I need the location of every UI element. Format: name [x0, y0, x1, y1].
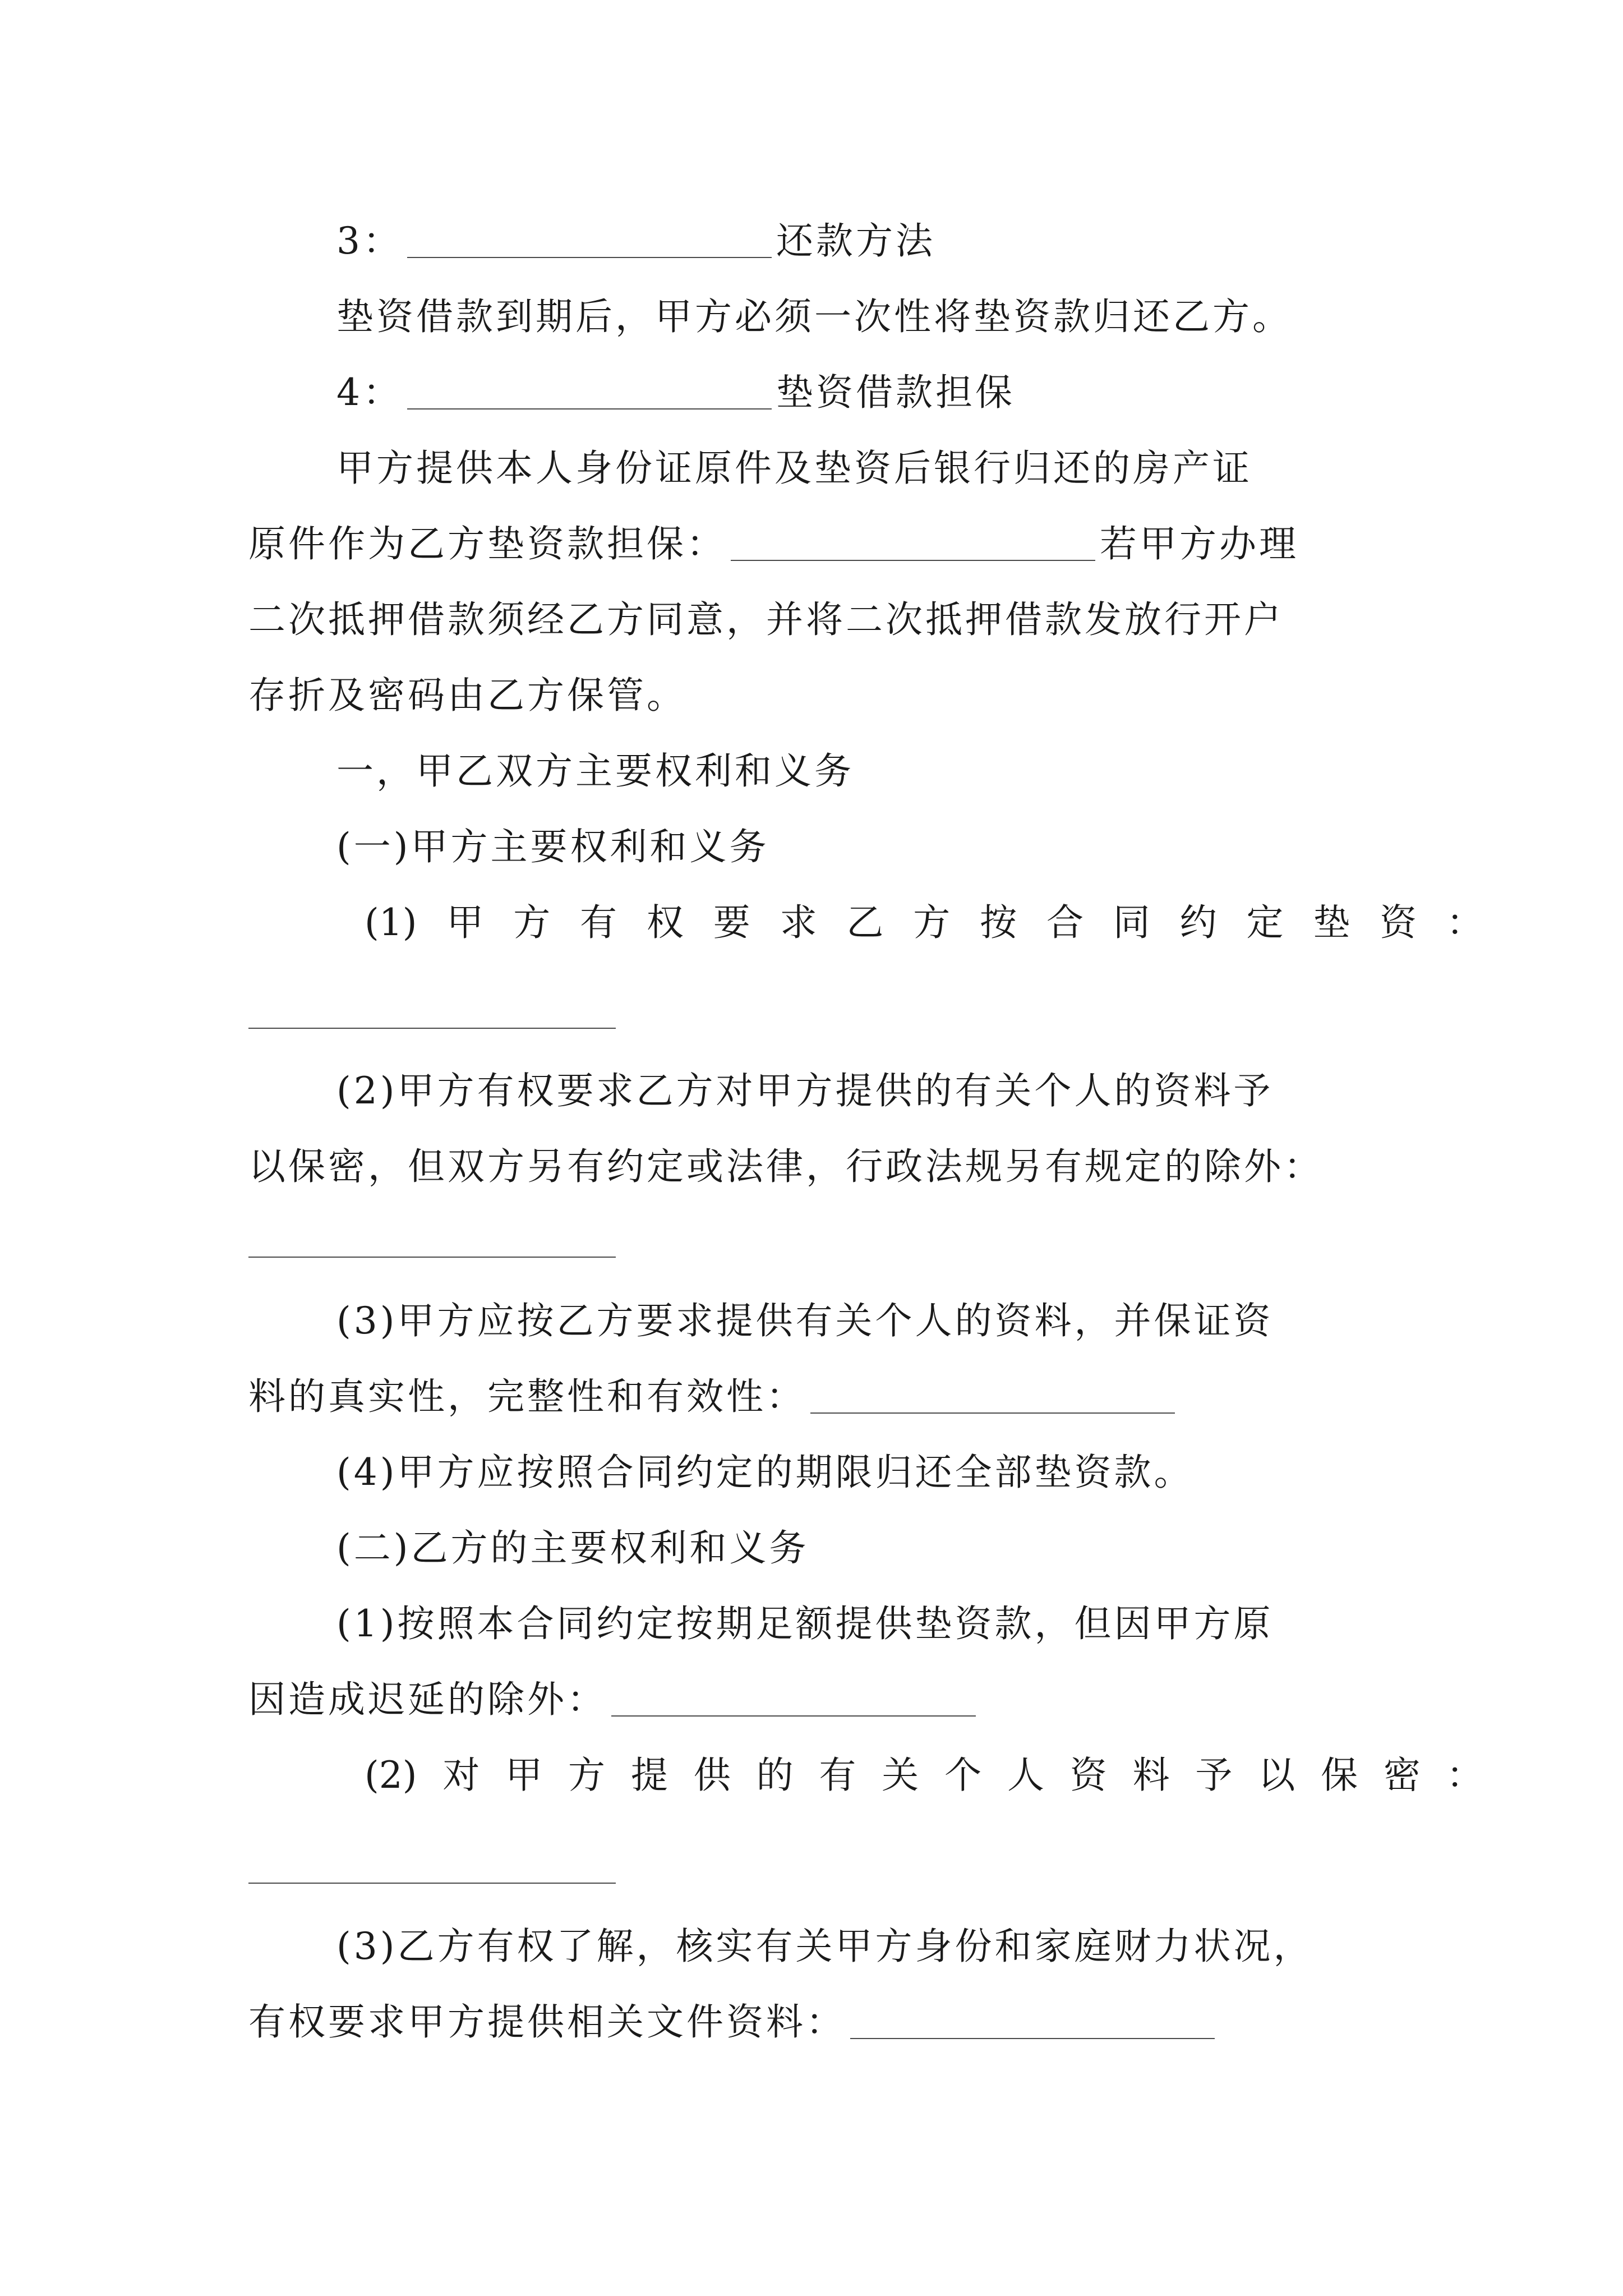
paragraph-guarantee-line-1: 甲方提供本人身份证原件及垫资后银行归还的房产证	[336, 447, 1252, 490]
char: 垫	[1313, 901, 1350, 944]
fill-in-blank	[850, 2038, 1215, 2039]
subsection-heading-party-a: (一)甲方主要权利和义务	[336, 825, 769, 868]
char: 求	[780, 901, 817, 944]
text-segment: 原件作为乙方垫资款担保：	[248, 522, 726, 565]
char: 方	[513, 901, 551, 944]
char: 资	[1069, 1754, 1107, 1797]
char: 甲	[446, 901, 484, 944]
party-a-item-4: (4)甲方应按照合同约定的期限归还全部垫资款。	[336, 1451, 1194, 1494]
fill-in-blank	[248, 1883, 616, 1884]
clause-number: 4：	[336, 371, 403, 414]
text-segment: 有权要求甲方提供相关文件资料：	[248, 2000, 846, 2044]
char: (1)	[365, 901, 417, 944]
char: 方	[568, 1754, 606, 1797]
char: 甲	[505, 1754, 543, 1797]
paragraph-guarantee-line-4: 存折及密码由乙方保管。	[248, 674, 686, 717]
party-a-item-2-line-2: 以保密，但双方另有约定或法律，行政法规另有规定的除外：	[248, 1145, 1324, 1188]
char: 的	[756, 1754, 794, 1797]
char: 定	[1246, 901, 1284, 944]
party-b-item-2	[365, 1750, 1483, 1801]
text-segment: 料的真实性，完整性和有效性：	[248, 1375, 806, 1418]
char: 有	[819, 1754, 856, 1797]
char: 关	[882, 1754, 919, 1797]
party-b-item-1-line-1: (1)按照本合同约定按期足额提供垫资款，但因甲方原	[336, 1602, 1274, 1645]
party-b-item-1-line-2	[248, 1674, 980, 1725]
char: 合	[1046, 901, 1083, 944]
party-b-item-3-line-1: (3)乙方有权了解，核实有关甲方身份和家庭财力状况，	[336, 1925, 1313, 1968]
paragraph-guarantee-line-3: 二次抵押借款须经乙方同意，并将二次抵押借款发放行开户	[248, 598, 1284, 641]
char: 对	[442, 1754, 480, 1797]
party-a-item-3-line-1: (3)甲方应按乙方要求提供有关个人的资料，并保证资	[336, 1299, 1274, 1342]
party-b-item-3-line-2	[248, 1997, 1219, 2047]
section-heading-rights: 一，甲乙双方主要权利和义务	[336, 749, 854, 793]
char: 按	[980, 901, 1017, 944]
paragraph-guarantee-line-2	[248, 519, 1299, 569]
paragraph-repayment-text: 垫资借款到期后，甲方必须一次性将垫资款归还乙方。	[336, 295, 1292, 338]
char: 密	[1384, 1754, 1421, 1797]
paragraph-repayment-heading	[336, 216, 935, 266]
text-segment: 若甲方办理	[1100, 522, 1299, 565]
char: ：	[1446, 901, 1483, 944]
char: 供	[693, 1754, 731, 1797]
clause-title: 垫资借款担保	[776, 371, 1015, 414]
fill-in-blank	[248, 1028, 616, 1029]
paragraph-guarantee-heading	[336, 367, 1015, 418]
char: 个	[944, 1754, 982, 1797]
char: 以	[1258, 1754, 1295, 1797]
fill-in-blank	[810, 1412, 1175, 1414]
char: 权	[646, 901, 684, 944]
char: 料	[1132, 1754, 1170, 1797]
fill-in-blank	[731, 560, 1095, 561]
clause-number: 3：	[336, 219, 403, 263]
char: 有	[580, 901, 617, 944]
char: 资	[1380, 901, 1417, 944]
subsection-heading-party-b: (二)乙方的主要权利和义务	[336, 1526, 809, 1570]
char: 约	[1179, 901, 1217, 944]
clause-title: 还款方法	[776, 219, 935, 263]
party-a-item-2-line-1: (2)甲方有权要求乙方对甲方提供的有关个人的资料予	[336, 1069, 1274, 1112]
char: (2)	[365, 1754, 417, 1797]
party-a-item-3-line-2	[248, 1372, 1179, 1422]
fill-in-blank	[407, 257, 772, 258]
char: 人	[1007, 1754, 1044, 1797]
char: 提	[630, 1754, 668, 1797]
char: 要	[713, 901, 750, 944]
char: 乙	[846, 901, 884, 944]
fill-in-blank	[407, 408, 772, 409]
char: 同	[1113, 901, 1150, 944]
party-a-item-1	[365, 898, 1483, 948]
char: 予	[1195, 1754, 1233, 1797]
char: 保	[1321, 1754, 1358, 1797]
char: ：	[1446, 1754, 1483, 1797]
char: 方	[913, 901, 951, 944]
fill-in-blank	[248, 1257, 616, 1258]
fill-in-blank	[611, 1715, 976, 1717]
text-segment: 因造成迟延的除外：	[248, 1678, 607, 1721]
